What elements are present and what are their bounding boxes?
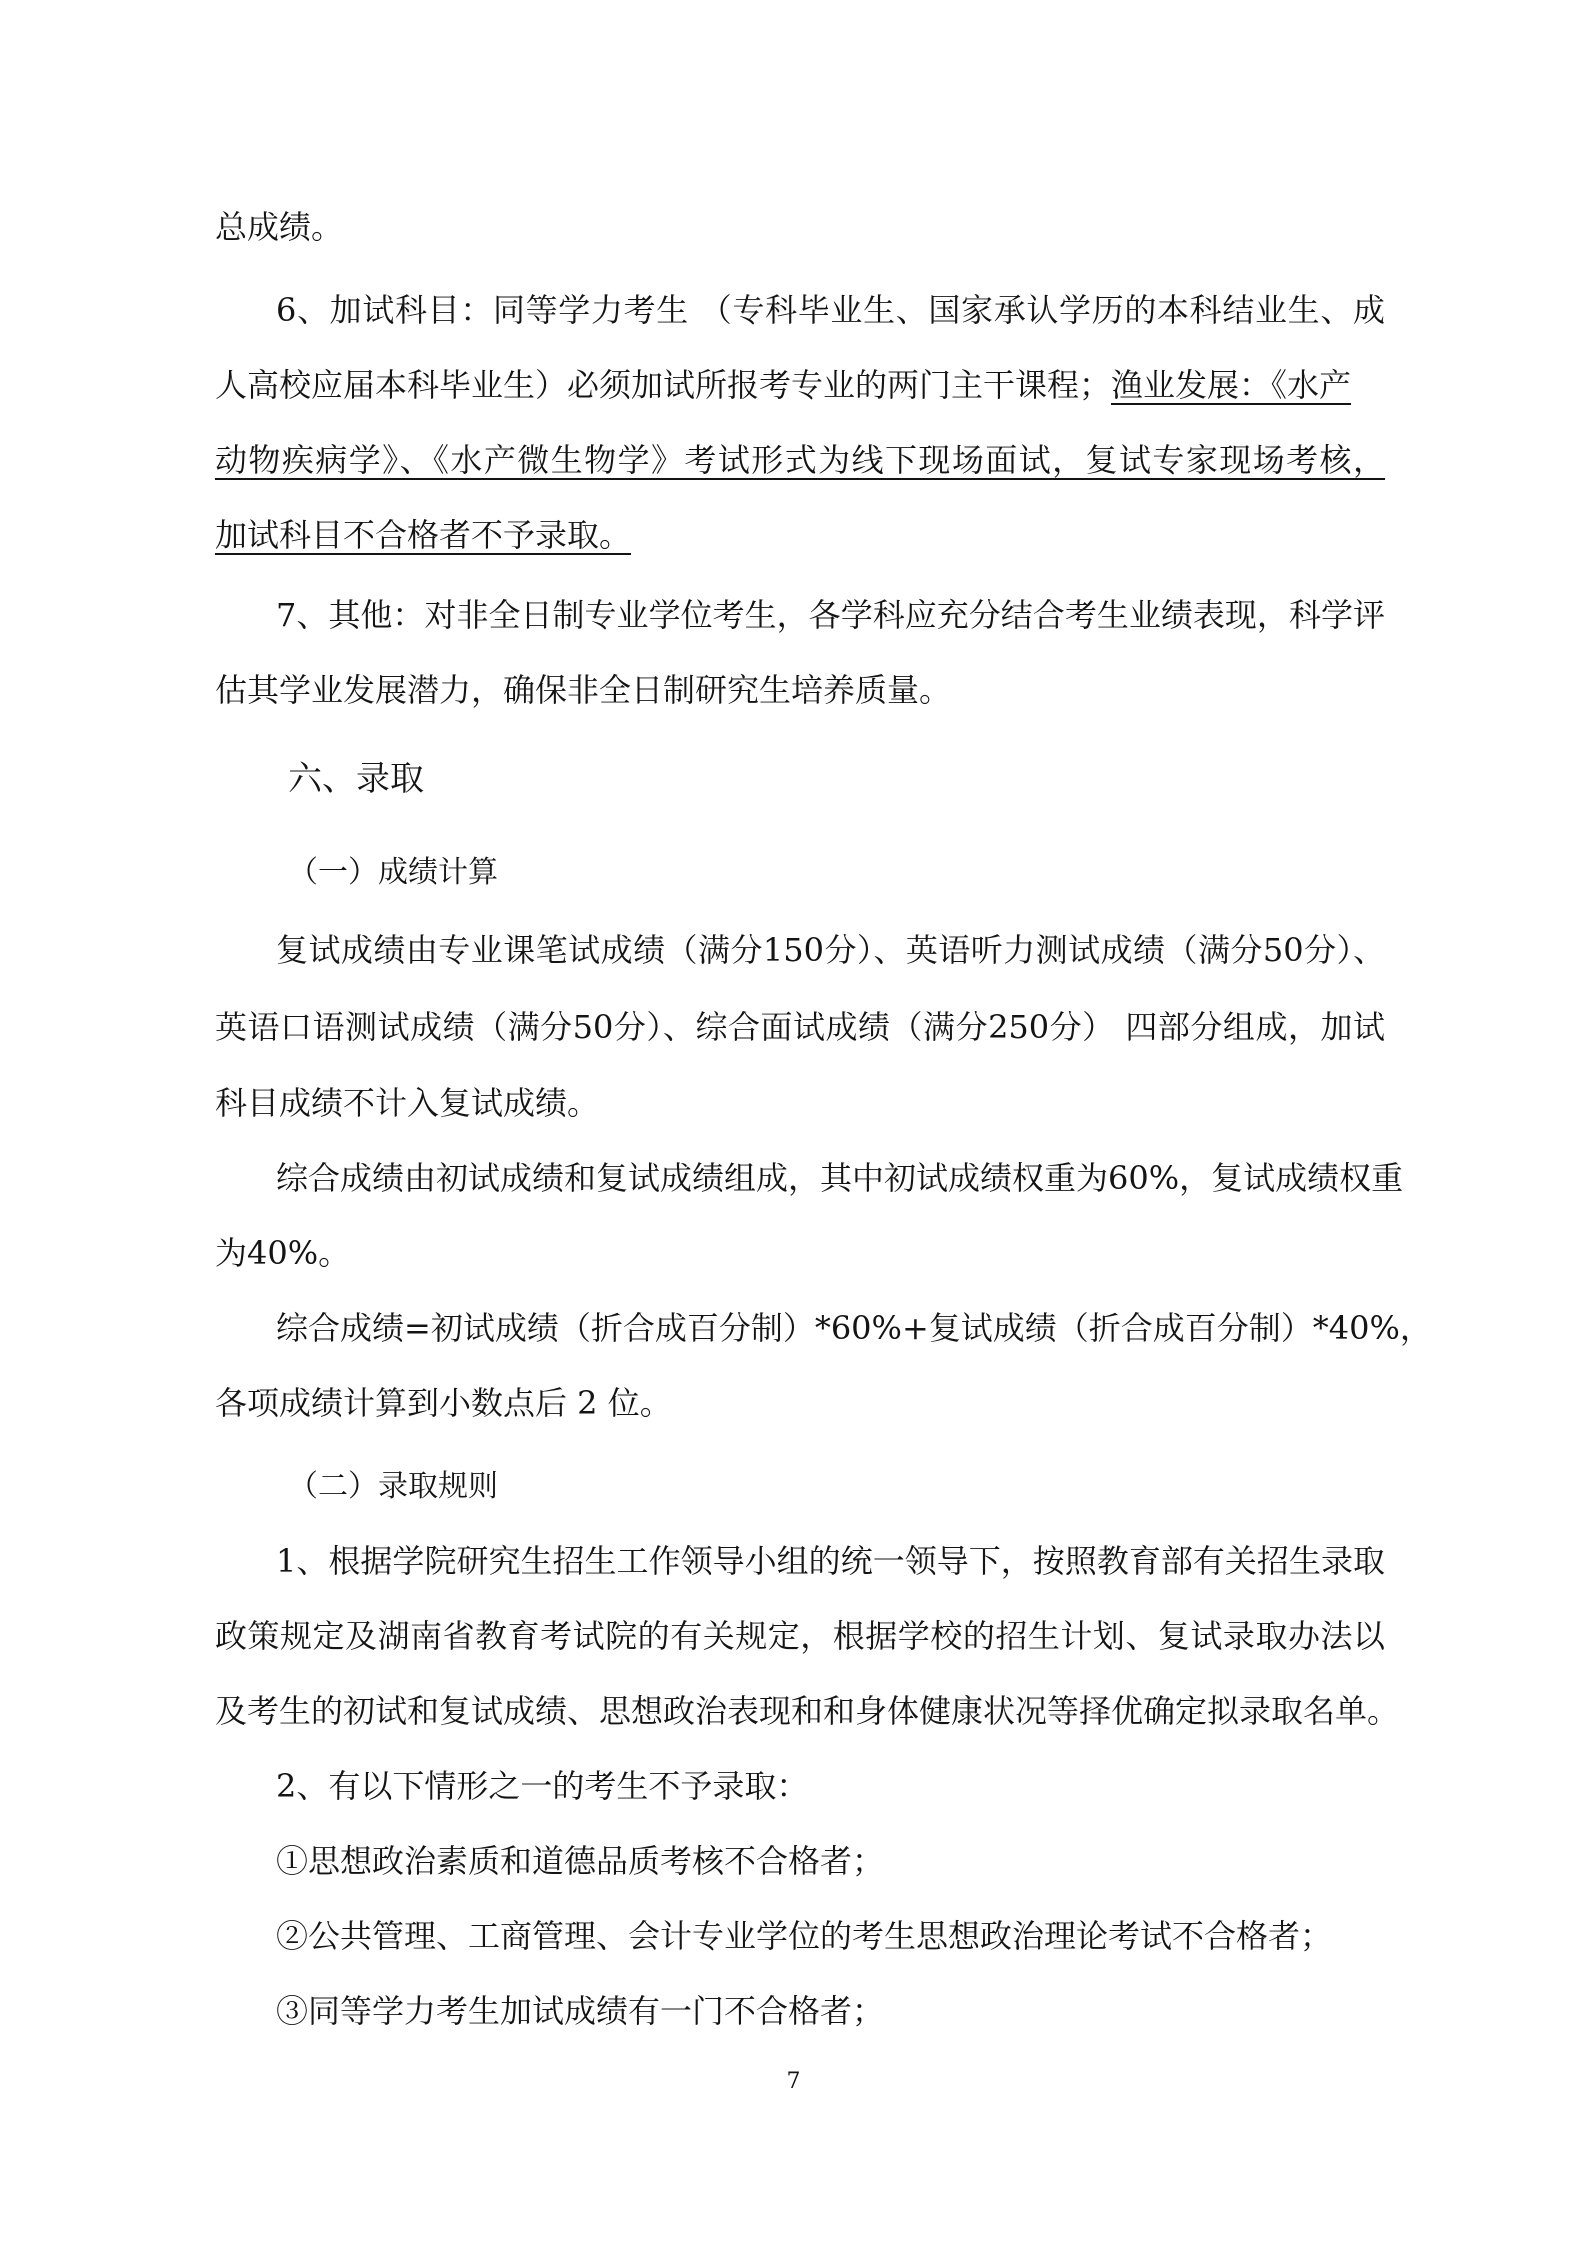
text-line: 及考生的初试和复试成绩、思想政治表现和和身体健康状况等择优确定拟录取名单。 (215, 1692, 1400, 1730)
text-line: 各项成绩计算到小数点后 2 位。 (215, 1384, 672, 1422)
text-line: 6、加试科目：同等学力考生 （专科毕业生、国家承认学历的本科结业生、成 (276, 291, 1385, 329)
text-line: 估其学业发展潜力，确保非全日制研究生培养质量。 (215, 671, 952, 709)
text-line (215, 515, 1385, 555)
text-line: 综合成绩由初试成绩和复试成绩组成，其中初试成绩权重为60%，复试成绩权重 (276, 1159, 1404, 1197)
text-line (215, 365, 1385, 405)
underlined-text: 加试科目不合格者不予录取。 (215, 516, 632, 554)
text-line (215, 440, 1385, 480)
text-line: 英语口语测试成绩（满分50分）、综合面试成绩（满分250分） 四部分组成，加试 (215, 1008, 1385, 1046)
text-line: 1、根据学院研究生招生工作领导小组的统一领导下，按照教育部有关招生录取 (276, 1542, 1385, 1580)
subsection-heading: （二）录取规则 (288, 1469, 498, 1504)
text-line: ①思想政治素质和道德品质考核不合格者； (276, 1842, 885, 1880)
text-line: 7、其他：对非全日制专业学位考生，各学科应充分结合考生业绩表现，科学评 (276, 596, 1385, 634)
text-line: 2、有以下情形之一的考生不予录取： (276, 1767, 809, 1805)
text-line: 政策规定及湖南省教育考试院的有关规定，根据学校的招生计划、复试录取办法以 (215, 1617, 1385, 1655)
text-span: 人高校应届本科毕业生）必须加试所报考专业的两门主干课程； (215, 366, 1112, 404)
section-heading: 六、录取 (288, 759, 424, 799)
underlined-text: 动物疾病学》、《水产微生物学》考试形式为线下现场面试，复试专家现场考核， (215, 441, 1385, 479)
page-number: 7 (786, 2069, 801, 2094)
text-line: ③同等学力考生加试成绩有一门不合格者； (276, 1992, 885, 2030)
text-line: 综合成绩=初试成绩（折合成百分制）*60%+复试成绩（折合成百分制）*40%， (276, 1309, 1432, 1347)
text-line: ②公共管理、工商管理、会计专业学位的考生思想政治理论考试不合格者； (276, 1917, 1333, 1955)
subsection-heading: （一）成绩计算 (288, 855, 498, 890)
text-line: 总成绩。 (215, 208, 344, 246)
text-line: 为40%。 (215, 1234, 351, 1272)
underlined-text: 渔业发展：《水产 (1111, 366, 1352, 404)
text-line: 科目成绩不计入复试成绩。 (215, 1084, 600, 1122)
text-line: 复试成绩由专业课笔试成绩（满分150分）、英语听力测试成绩（满分50分）、 (276, 931, 1385, 969)
